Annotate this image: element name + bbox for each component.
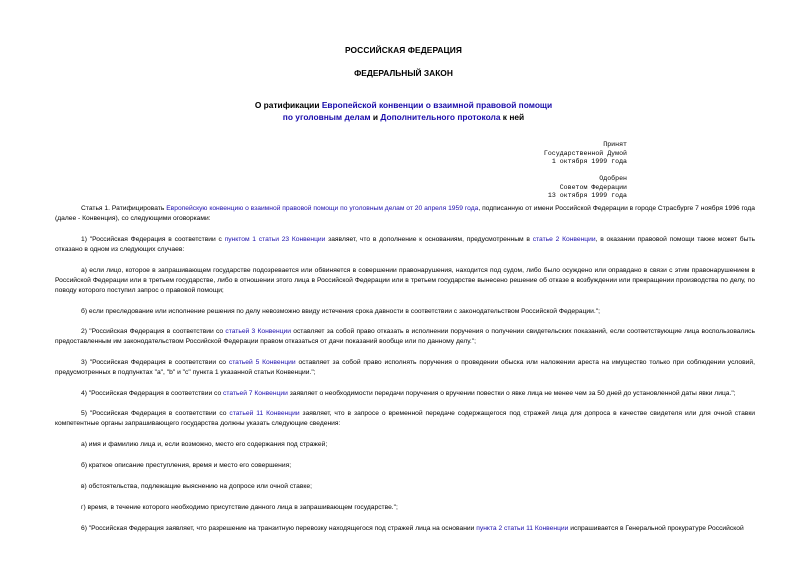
title-link-convention[interactable]: Европейской конвенции о взаимной правовой помощи <box>321 100 553 110</box>
paragraph-reservation-1a <box>55 266 755 296</box>
link-article-2[interactable]: статье 2 Конвенции <box>532 236 596 243</box>
text: б) если преследование или исполнение решения по делу невозможно ввиду истечения срока давности в соответствии с законодательством Российской Федерации."; <box>81 308 600 315</box>
paragraph-reservation-1 <box>55 235 755 255</box>
text: Статья 1. Ратифицировать <box>81 205 167 212</box>
text: а) если лицо, которое в запрашивающем государстве подозревается или обвиняется в совершении правонарушения, находится под судом, либо было осуждено или оправдано в связи с этим правонарушением в Российской Федерации или в третьем государстве, либо в отношении этого лица в Российской Федерации или в третьем государстве вынесено решение об отказе в возбуждении или прекращении производства по делу, по поводу которого поступил запрос о правовой помощи; <box>55 267 755 294</box>
text: заявляет о необходимости передачи поручения о вручении повестки о явке лица не менее чем за 50 дней до установленной даты явки лица."; <box>287 390 736 397</box>
approved-body: Советом Федерации <box>559 183 627 191</box>
title-suffix: к ней <box>500 112 525 122</box>
text: 2) "Российская Федерация в соответствии со <box>81 328 226 335</box>
document-title <box>0 99 807 123</box>
paragraph-reservation-1b <box>55 307 755 317</box>
paragraph-reservation-5 <box>55 409 755 429</box>
link-article-11[interactable]: статьей 11 Конвенции <box>229 410 300 417</box>
text: в) обстоятельства, подлежащие выяснению на допросе или очной ставке; <box>81 483 313 490</box>
link-article-5[interactable]: статьей 5 Конвенции <box>228 359 296 366</box>
text: оставляет за собой право отказать в исполнении поручения о получении свидетельских показаний, если соответствующие лица воспользовались предоставленным им законодательством Российской Федерации правом отказаться от дачи показаний вообще или по данному делу."; <box>55 328 755 345</box>
text: испрашивается в Генеральной прокуратуре Российской <box>568 525 744 532</box>
paragraph-reservation-5d <box>55 503 755 513</box>
text: 1) "Российская Федерация в соответствии с <box>81 236 225 243</box>
link-article-3[interactable]: статьей 3 Конвенции <box>225 328 291 335</box>
paragraph-reservation-2 <box>55 327 755 347</box>
text: г) время, в течение которого необходимо присутствие данного лица в запрашивающем государстве."; <box>81 504 398 511</box>
text: 6) "Российская Федерация заявляет, что разрешение на транзитную перевозку находящегося под стражей лица на основании <box>81 525 477 532</box>
title-prefix: О ратификации <box>254 100 322 110</box>
text: , подписанную от имени Российской Федерации в городе Страсбурге 7 ноября 1996 года (далее - Конвенция), со следующими оговорками: <box>55 205 755 222</box>
adopted-label: Принят <box>603 141 627 148</box>
text: , в оказании правовой помощи также может быть отказано в одном из следующих случаев: <box>55 236 755 253</box>
paragraph-reservation-3 <box>55 358 755 378</box>
text: оставляет за собой право исполнять поручения о проведении обыска или наложении ареста на имущество только при соблюдении условий, предусмотренных в подпунктах "a", "b" и "c" пункта 1 указанной статьи Конвенции."; <box>55 359 755 376</box>
paragraph-reservation-4 <box>55 389 755 399</box>
text: заявляет, что в дополнение к основаниям, предусмотренным в <box>325 236 533 243</box>
title-link-criminal-cases[interactable]: по уголовным делам <box>282 112 371 122</box>
approved-label: Одобрен <box>599 175 627 182</box>
link-convention[interactable]: Европейскую конвенцию о взаимной правовой помощи по уголовным делам от 20 апреля 1959 года <box>166 205 479 212</box>
link-article-11-p2[interactable]: пункта 2 статьи 11 Конвенции <box>476 525 569 532</box>
text: заявляет, что в запросе о временной передаче содержащегося под стражей лица для допроса в качестве свидетеля или для очной ставки компетентные органы запрашивающего государства должны указать следующие сведения: <box>55 410 756 427</box>
title-link-protocol[interactable]: Дополнительного протокола <box>380 112 501 122</box>
paragraph-article-1 <box>55 204 755 224</box>
adopted-date: 1 октября 1999 года <box>551 158 627 166</box>
title-and: и <box>370 112 381 122</box>
header-country: РОССИЙСКАЯ ФЕДЕРАЦИЯ <box>344 45 463 55</box>
header-doc-type: ФЕДЕРАЛЬНЫЙ ЗАКОН <box>354 68 453 78</box>
paragraph-reservation-5a <box>55 440 755 450</box>
text: 5) "Российская Федерация в соответствии со <box>81 410 230 417</box>
link-article-7[interactable]: статьей 7 Конвенции <box>223 390 288 397</box>
text: а) имя и фамилию лица и, если возможно, место его содержания под стражей; <box>81 441 328 448</box>
link-article-23[interactable]: пунктом 1 статьи 23 Конвенции <box>224 236 326 243</box>
paragraph-reservation-6 <box>55 524 755 534</box>
paragraph-reservation-5c <box>55 482 755 492</box>
text: 3) "Российская Федерация в соответствии со <box>81 359 229 366</box>
approved-block <box>548 175 627 201</box>
paragraph-reservation-5b <box>55 461 755 471</box>
adopted-body: Государственной Думой <box>543 149 627 157</box>
approved-date: 13 октября 1999 года <box>547 192 627 200</box>
text: 4) "Российская Федерация в соответствии со <box>81 390 224 397</box>
adopted-block <box>544 141 627 167</box>
text: б) краткое описание преступления, время и место его совершения; <box>81 462 292 469</box>
